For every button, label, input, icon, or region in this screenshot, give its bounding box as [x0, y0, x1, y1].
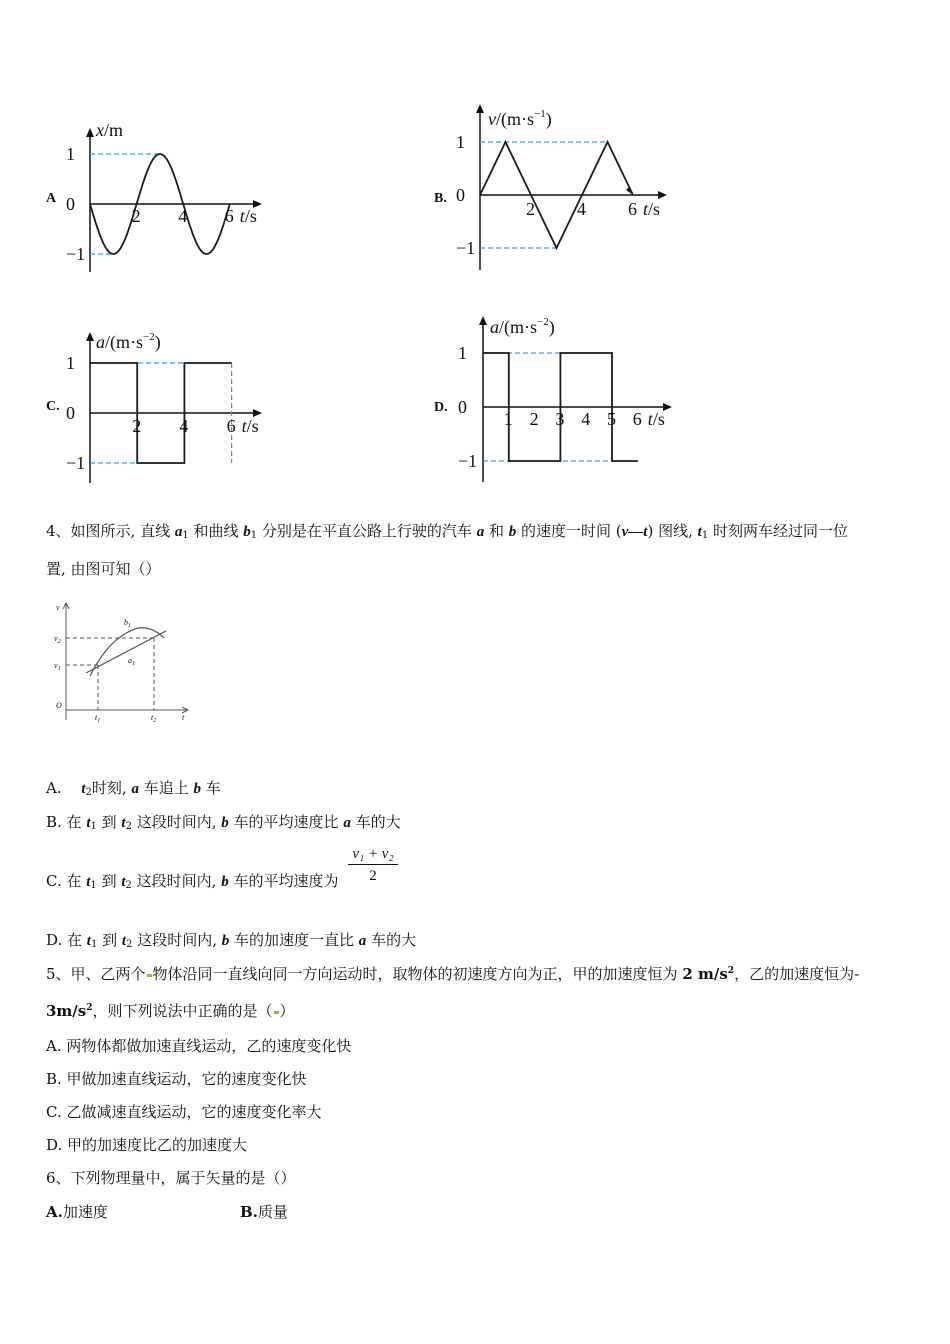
q5-stem-line2: $3m/s^2$，则下列说法中正确的是（ ） [46, 1002, 295, 1020]
q6-option-b: B.质量 [240, 1203, 288, 1221]
q4-option-c-fraction: $\frac{\text{v₁ + v₂}}{2}$ [348, 846, 398, 885]
x-tick-label: 5 [607, 409, 616, 429]
y-tick-label: 0 [458, 397, 467, 417]
x-tick-label: 4 [577, 199, 586, 219]
x-tick-label: 3 [555, 409, 565, 429]
q5-option-b: B. 甲做加速直线运动，它的速度变化快 [46, 1070, 307, 1088]
q6-stem: 6、下列物理量中，属于矢量的是（） [46, 1169, 296, 1187]
x-tick-label: 6 [632, 409, 642, 429]
option-a-letter: A [46, 191, 57, 206]
q5-option-d: D. 甲的加速度比乙的加速度大 [46, 1136, 248, 1154]
x-tick-label: 2 [132, 416, 142, 436]
fig-a1-label: $a_1$ [128, 656, 135, 667]
x-tick-label: 4 [581, 409, 591, 429]
x-axis-label: t/s [241, 416, 259, 436]
x-tick-label: 6 [226, 416, 236, 436]
y-tick-label: −1 [458, 451, 478, 471]
fig-origin-label: O [56, 701, 62, 710]
y-axis-label: $v/(m\cdot s^{-1})$ [488, 108, 552, 129]
x-axis-label: t/s [647, 409, 665, 429]
q4-option-c: C. 在 $t_1$ 到 $t_2$ 这段时间内, b 车的平均速度为 [46, 872, 339, 891]
y-tick-label: 0 [66, 194, 75, 214]
q4-option-a: A. $t_2$时刻, a 车追上 b 车 [46, 779, 221, 798]
q4-option-b: B. 在 $t_1$ 到 $t_2$ 这段时间内, b 车的平均速度比 a 车的大 [46, 813, 401, 832]
y-axis-arrow [86, 332, 94, 341]
y-axis-label: $a/(m\cdot s^{-2})$ [490, 316, 555, 337]
y-axis-arrow [479, 316, 487, 325]
graph-c [66, 331, 262, 483]
y-tick-label: −1 [66, 453, 86, 473]
y-tick-label: 0 [456, 185, 465, 205]
x-axis-label: t/s [643, 199, 661, 219]
option-d-letter: D. [434, 400, 448, 415]
fig-v-label: v [56, 603, 60, 612]
q4-stem-line2: 置, 由图可知（） [46, 560, 161, 578]
y-tick-label: 1 [456, 132, 465, 152]
option-b-letter: B. [434, 191, 447, 206]
x-tick-label: 6 [628, 199, 637, 219]
y-tick-label: −1 [456, 238, 476, 258]
y-tick-label: 1 [66, 144, 75, 164]
graph-d [458, 316, 672, 482]
q6-option-a: A.加速度 [46, 1203, 108, 1221]
fig-t-label: t [182, 713, 185, 722]
y-axis-label: $a/(m\cdot s^{-2})$ [96, 331, 161, 352]
q4-vt-figure [50, 598, 200, 728]
fig-t2-label: $t_2$ [151, 713, 157, 724]
x-tick-label: 1 [503, 409, 513, 429]
y-tick-label: −1 [66, 244, 86, 264]
y-tick-label: 1 [66, 353, 75, 373]
x-axis-arrow [658, 191, 667, 199]
x-axis-label: t/s [239, 206, 257, 226]
x-tick-label: 2 [526, 199, 535, 219]
y-tick-label: 1 [458, 343, 467, 363]
q5-option-c: C. 乙做减速直线运动，它的速度变化率大 [46, 1103, 322, 1121]
fig-v1-label: $v_1$ [54, 661, 61, 672]
graph-a [66, 120, 262, 272]
fig-v2-label: $v_2$ [54, 634, 61, 645]
y-axis-arrow [476, 104, 484, 113]
x-tick-label: 4 [178, 206, 188, 226]
fig-b1-label: $b_1$ [124, 618, 131, 629]
q5-stem-line1: 5、甲、乙两个 物体沿同一直线向同一方向运动时，取物体的初速度方向为正，甲的加速度恒为 2 $m/s^2$，乙的加速度恒为- [46, 965, 860, 983]
x-tick-label: 6 [224, 206, 234, 226]
graph-b [456, 104, 667, 270]
q5-option-a: A. 两物体都做加速直线运动，乙的速度变化快 [46, 1037, 352, 1055]
x-tick-label: 2 [529, 409, 539, 429]
x-tick-label: 2 [131, 206, 141, 226]
y-axis-label: x/m [96, 120, 124, 140]
q4-stem-line1: 4、如图所示, 直线 $a_1$ 和曲线 $b_1$ 分别是在平直公路上行驶的汽车 a 和 b 的速度一时间 (v—t) 图线, $t_1$ 时刻两车经过同一位 [46, 522, 848, 541]
y-axis-arrow [86, 128, 94, 137]
q4-option-d: D. 在 $t_1$ 到 $t_2$ 这段时间内, b 车的加速度一直比 a 车的大 [46, 931, 417, 950]
fig-t1-label: $t_1$ [95, 713, 101, 724]
y-tick-label: 0 [66, 403, 75, 423]
x-tick-label: 4 [179, 416, 189, 436]
option-c-letter: C. [46, 399, 60, 414]
